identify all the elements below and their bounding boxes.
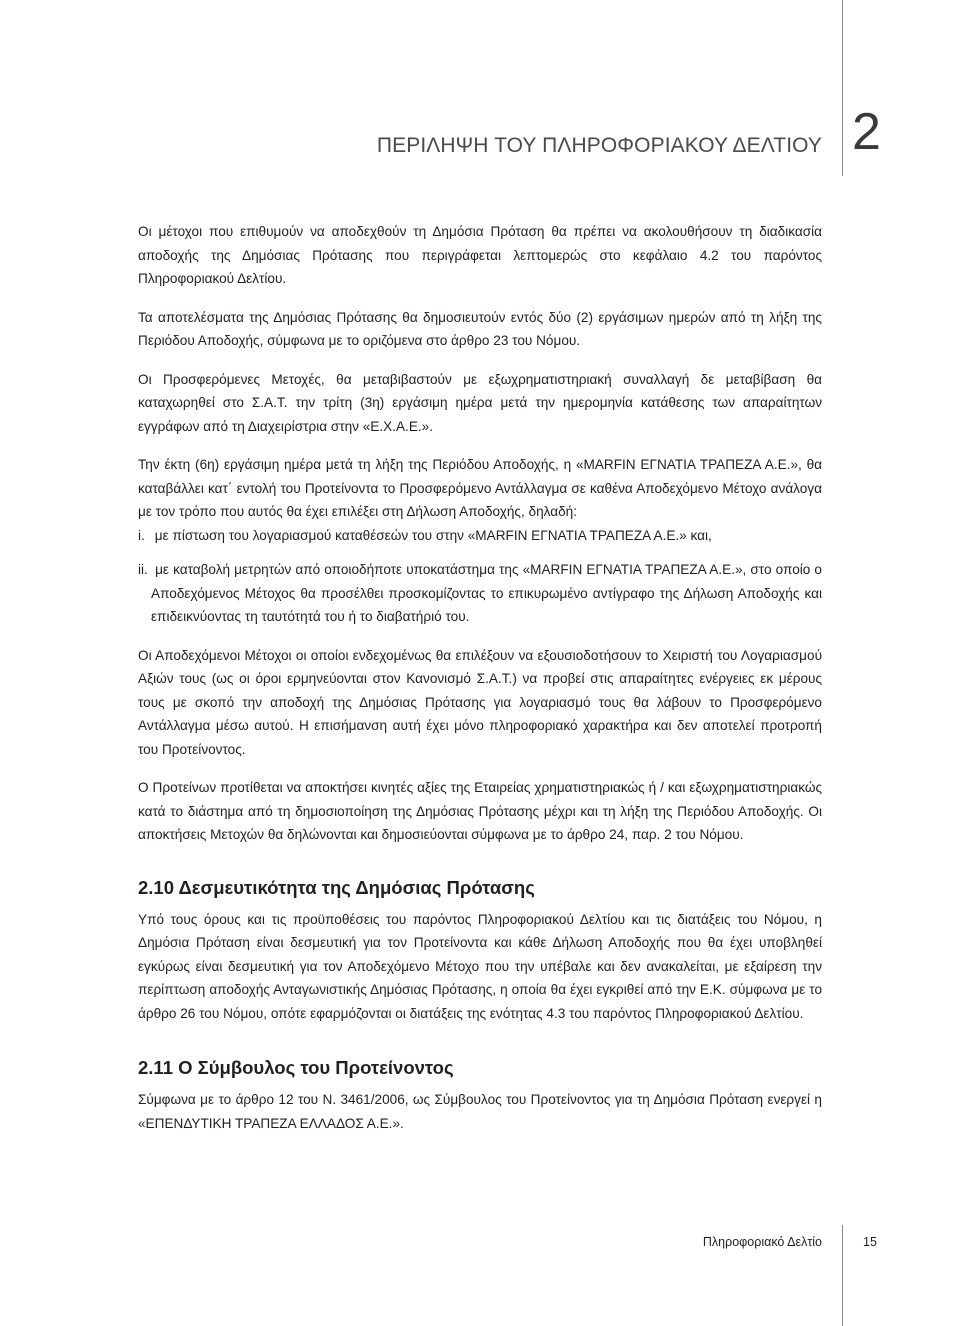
list-marker: i.	[138, 527, 145, 543]
list-item-text: με καταβολή μετρητών από οποιοδήποτε υποκατάστημα της «MARFIN ΕΓΝΑΤΙΑ ΤΡΑΠΕΖΑ Α.Ε.», στο οποίο ο Αποδεχόμενος Μέτοχος θα προσέλθει προσκομίζοντας το επικυρωμένο αντίγραφο της Δήλωση Αποδοχής και επιδεικνύοντας τη ταυτότητά του ή το διαβατήριό του.	[151, 562, 822, 624]
paragraph-payment: Την έκτη (6η) εργάσιμη ημέρα μετά τη λήξη της Περιόδου Αποδοχής, η «MARFIN ΕΓΝΑΤΙΑ ΤΡΑΠΕΖΑ Α.Ε.», θα καταβάλλει κατ΄ εντολή του Προτείνοντα το Προσφερόμενο Αντάλλαγμα σε καθένα Αποδεχόμενο Μέτοχο ανάλογα με τον τρόπο που αυτός θα έχει επιλέξει στη Δήλωση Αποδοχής, δηλαδή:	[138, 457, 822, 519]
chapter-title: ΠΕΡΙΛΗΨΗ ΤΟΥ ΠΛΗΡΟΦΟΡΙΑΚΟΥ ΔΕΛΤΙΟΥ	[376, 134, 822, 157]
section-heading-2-11: 2.11 Ο Σύμβουλος του Προτείνοντος	[138, 1057, 454, 1078]
paragraph-acquisitions: Ο Προτείνων προτίθεται να αποκτήσει κινητές αξίες της Εταιρείας χρηματιστηριακώς ή / και εξωχρηματιστηριακώς κατά το διάστημα από τη δημοσιοποίηση της Δημόσιας Πρότασης μέχρι και τη λήξη της Περιόδου Αποδοχής. Οι αποκτήσεις Μετοχών θα δηλώνονται και δημοσιεύονται σύμφωνα με το άρθρο 24, παρ. 2 του Νόμου.	[138, 780, 822, 842]
footer-label: Πληροφοριακό Δελτίο	[702, 1235, 822, 1249]
list-marker: ii.	[138, 562, 148, 577]
footer-divider	[842, 1225, 843, 1326]
chapter-number: 2	[852, 103, 881, 161]
header-divider	[842, 0, 843, 176]
list-item-text: με πίστωση του λογαριασμού καταθέσεών του στην «MARFIN ΕΓΝΑΤΙΑ ΤΡΑΠΕΖΑ Α.Ε.» και,	[154, 527, 712, 543]
list-item-ii	[138, 558, 822, 629]
paragraph-account-operator: Οι Αποδεχόμενοι Μέτοχοι οι οποίοι ενδεχομένως θα επιλέξουν να εξουσιοδοτήσουν το Χειριστή του Λογαριασμού Αξιών τους (ως οι όροι ερμηνεύονται στον Κανονισμό Σ.Α.Τ.) να προβεί στις απαραίτητες ενέργειες εκ μέρους τους με σκοπό την αποδοχή της Δημόσιας Πρότασης για λογαριασμό τους θα λάβουν το Προσφερόμενο Αντάλλαγμα μέσω αυτού. Η επισήμανση αυτή έχει μόνο πληροφοριακό χαρακτήρα και δεν αποτελεί προτροπή του Προτείνοντος.	[138, 647, 822, 757]
paragraph-results: Τα αποτελέσματα της Δημόσιας Πρότασης θα δημοσιευτούν εντός δύο (2) εργάσιμων ημερών από τη λήξη της Περιόδου Αποδοχής, σύμφωνα με το οριζόμενα στο άρθρο 23 του Νόμου.	[138, 309, 822, 348]
page-number: 15	[863, 1235, 877, 1249]
paragraph-acceptance-procedure: Οι μέτοχοι που επιθυμούν να αποδεχθούν τη Δημόσια Πρόταση θα πρέπει να ακολουθήσουν τη διαδικασία αποδοχής της Δημόσιας Πρότασης που περιγράφεται λεπτομερώς στο κεφάλαιο 4.2 του παρόντος Πληροφοριακού Δελτίου.	[138, 224, 822, 286]
section-heading-2-10: 2.10 Δεσμευτικότητα της Δημόσιας Πρότασης	[138, 876, 535, 898]
paragraph-share-transfer: Οι Προσφερόμενες Μετοχές, θα μεταβιβαστούν με εξωχρηματιστηριακή συναλλαγή δε μεταβίβαση θα καταχωρηθεί στο Σ.Α.Τ. την τρίτη (3η) εργάσιμη ημέρα μετά την ημερομηνία κατάθεσης των απαραίτητων εγγράφων από τη Διαχειρίστρια στην «Ε.Χ.Α.Ε.».	[138, 371, 822, 434]
section-text-2-11: Σύμφωνα με το άρθρο 12 του Ν. 3461/2006, ως Σύμβουλος του Προτείνοντος για τη Δημόσια Πρόταση ενεργεί η «ΕΠΕΝΔΥΤΙΚΗ ΤΡΑΠΕΖΑ ΕΛΛΑΔΟΣ Α.Ε.».	[138, 1092, 822, 1131]
section-text-2-10: Υπό τους όρους και τις προϋποθέσεις του παρόντος Πληροφοριακού Δελτίου και τις διατάξεις του Νόμου, η Δημόσια Πρόταση είναι δεσμευτική για τον Προτείνοντα και κάθε Δήλωση Αποδοχής που θα έχει υποβληθεί εγκύρως είναι δεσμευτική για τον Αποδεχόμενο Μέτοχο που την υπέβαλε και δεν ανακαλείται, με εξαίρεση την περίπτωση αποδοχής Ανταγωνιστικής Δημόσιας Πρότασης, η οποία θα έχει εγκριθεί από την Ε.Κ. σύμφωνα με το άρθρο 26 του Νόμου, οπότε εφαρμόζονται οι διατάξεις της ενότητας 4.3 του παρόντος Πληροφοριακού Δελτίου.	[138, 911, 822, 1021]
page-body	[138, 220, 822, 1135]
list-item-i	[138, 524, 822, 548]
